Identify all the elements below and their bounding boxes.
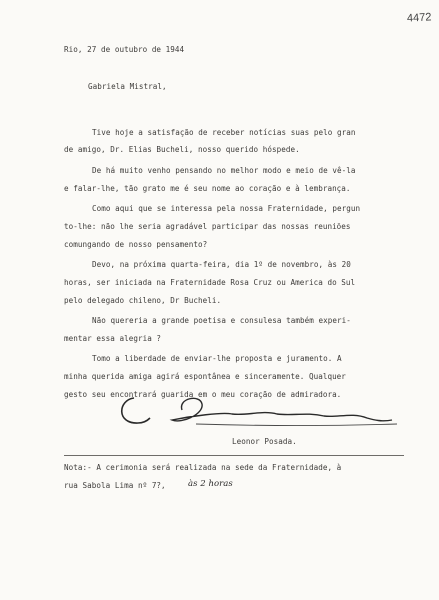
body-line: gesto seu encontrará guarida em o meu coração de admiradora. [64, 390, 342, 399]
body-line: Como aqui que se interessa pela nossa Fraternidade, pergun [92, 204, 361, 213]
note-line: rua Sabola Lima nº 7?, [64, 481, 166, 490]
body-line: Tive hoje a satisfação de receber notícias suas pelo gran [92, 128, 356, 137]
body-line: horas, ser iniciada na Fraternidade Rosa Cruz ou America do Sul [64, 278, 356, 287]
catalog-number: 4472 [406, 11, 432, 25]
salutation: Gabriela Mistral, [88, 82, 167, 91]
body-line: Tomo a liberdade de enviar-lhe proposta e juramento. A [92, 354, 342, 363]
body-line: minha querida amiga agirá espontânea e sinceramente. Qualquer [64, 372, 346, 381]
note-line: Nota:- A cerimonia será realizada na sede da Fraternidade, à [64, 463, 342, 472]
body-line: e falar-lhe, tão grato me é seu nome ao coração e à lembrança. [64, 184, 351, 193]
body-line: pelo delegado chileno, Dr Bucheli. [64, 296, 222, 305]
handwritten-time: às 2 horas [188, 479, 233, 489]
body-line: de amigo, Dr. Elias Bucheli, nosso querido hóspede. [64, 145, 300, 154]
body-line: comungando de nosso pensamento? [64, 240, 208, 249]
signer-name: Leonor Posada. [232, 437, 297, 446]
body-line: to-lhe: não lhe seria agradável participar das nossas reuniões [64, 222, 351, 231]
body-line: Não quereria a grande poetisa e consulesa também experi- [92, 316, 351, 325]
divider-line [64, 455, 404, 456]
body-line: Devo, na próxima quarta-feira, dia 1º de novembro, às 20 [92, 260, 351, 269]
body-line: mentar essa alegria ? [64, 334, 162, 343]
date-line: Rio, 27 de outubro de 1944 [64, 45, 185, 54]
body-line: De há muito venho pensando no melhor modo e meio de vê-la [92, 166, 356, 175]
handwritten-signature [112, 390, 402, 434]
